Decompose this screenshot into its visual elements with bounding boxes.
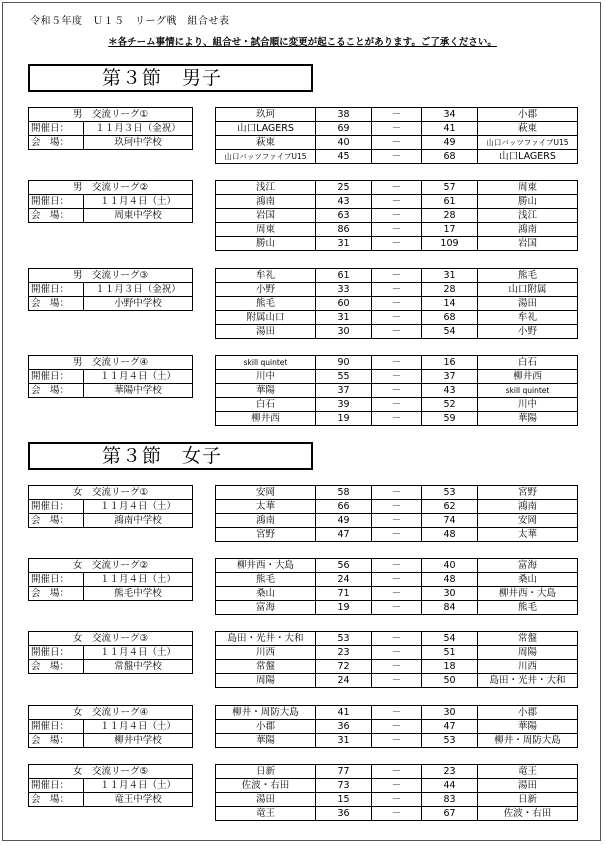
- away-team: 周陽: [478, 646, 578, 660]
- home-team: 宮野: [216, 528, 316, 542]
- away-score: 53: [422, 486, 478, 500]
- match-row: [216, 793, 578, 807]
- away-team: 岩国: [478, 237, 578, 251]
- away-score: 52: [422, 398, 478, 412]
- match-row: [216, 779, 578, 793]
- home-score: 61: [316, 269, 372, 283]
- match-table: [215, 485, 578, 542]
- league-venue: 竜王中学校: [84, 793, 193, 807]
- home-team: 華陽: [216, 734, 316, 748]
- score-separator: －: [372, 734, 422, 748]
- match-row: [216, 528, 578, 542]
- away-team: 湯田: [478, 779, 578, 793]
- match-row: [216, 370, 578, 384]
- home-team: 周東: [216, 223, 316, 237]
- home-score: 31: [316, 311, 372, 325]
- away-team: 小郡: [478, 108, 578, 122]
- away-score: 41: [422, 122, 478, 136]
- score-separator: －: [372, 269, 422, 283]
- away-team: 島田・光井・大和: [478, 674, 578, 688]
- league-venue: 鴻南中学校: [84, 514, 193, 528]
- home-team: 柳井・周防大島: [216, 706, 316, 720]
- score-separator: －: [372, 398, 422, 412]
- match-row: [216, 297, 578, 311]
- section-title: 第３節 女子: [28, 442, 313, 470]
- league-info-table: [28, 705, 193, 748]
- league-caption: 男 交流リーグ①: [29, 108, 193, 122]
- away-score: 49: [422, 136, 478, 150]
- home-score: 45: [316, 150, 372, 164]
- score-separator: －: [372, 237, 422, 251]
- home-score: 56: [316, 559, 372, 573]
- league-venue: 常盤中学校: [84, 660, 193, 674]
- score-separator: －: [372, 601, 422, 615]
- away-score: 48: [422, 528, 478, 542]
- league-venue: 華陽中学校: [84, 384, 193, 398]
- match-row: [216, 283, 578, 297]
- home-score: 66: [316, 500, 372, 514]
- away-team: 小野: [478, 325, 578, 339]
- away-team: 柳井西・大島: [478, 587, 578, 601]
- away-score: 47: [422, 720, 478, 734]
- match-row: [216, 384, 578, 398]
- away-team: 熊毛: [478, 269, 578, 283]
- league-caption: 男 交流リーグ②: [29, 181, 193, 195]
- match-table: [215, 558, 578, 615]
- match-row: [216, 412, 578, 426]
- away-team: 竜王: [478, 765, 578, 779]
- home-team: 川中: [216, 370, 316, 384]
- league-caption: 男 交流リーグ③: [29, 269, 193, 283]
- away-score: 68: [422, 311, 478, 325]
- match-row: [216, 108, 578, 122]
- home-score: 36: [316, 720, 372, 734]
- league-date: １１月４日（土）: [84, 720, 193, 734]
- home-team: 牟礼: [216, 269, 316, 283]
- match-row: [216, 311, 578, 325]
- league-info-table: [28, 764, 193, 807]
- match-row: [216, 325, 578, 339]
- home-score: 38: [316, 108, 372, 122]
- score-separator: －: [372, 283, 422, 297]
- home-team: 熊毛: [216, 573, 316, 587]
- match-row: [216, 500, 578, 514]
- league-venue: 玖珂中学校: [84, 136, 193, 150]
- date-label: 開催日：: [29, 573, 84, 587]
- league-venue: 周東中学校: [84, 209, 193, 223]
- home-team: 山口バッツファイブU15: [216, 150, 316, 164]
- home-score: 36: [316, 807, 372, 821]
- match-row: [216, 807, 578, 821]
- away-team: 川西: [478, 660, 578, 674]
- match-table: [215, 268, 578, 339]
- away-team: 萩東: [478, 122, 578, 136]
- away-team: 山口LAGERS: [478, 150, 578, 164]
- away-score: 54: [422, 632, 478, 646]
- home-score: 41: [316, 706, 372, 720]
- home-team: 附属山口: [216, 311, 316, 325]
- date-label: 開催日：: [29, 500, 84, 514]
- away-score: 57: [422, 181, 478, 195]
- home-score: 60: [316, 297, 372, 311]
- score-separator: －: [372, 500, 422, 514]
- away-score: 30: [422, 706, 478, 720]
- league-info-table: [28, 107, 193, 150]
- score-separator: －: [372, 706, 422, 720]
- away-score: 34: [422, 108, 478, 122]
- score-separator: －: [372, 181, 422, 195]
- match-row: [216, 660, 578, 674]
- home-team: 安岡: [216, 486, 316, 500]
- date-label: 開催日：: [29, 283, 84, 297]
- match-row: [216, 223, 578, 237]
- away-score: 23: [422, 765, 478, 779]
- match-row: [216, 674, 578, 688]
- home-score: 33: [316, 283, 372, 297]
- score-separator: －: [372, 528, 422, 542]
- away-team: 桑山: [478, 573, 578, 587]
- score-separator: －: [372, 209, 422, 223]
- home-team: 湯田: [216, 793, 316, 807]
- home-score: 31: [316, 734, 372, 748]
- venue-label: 会 場：: [29, 660, 84, 674]
- score-separator: －: [372, 297, 422, 311]
- score-separator: －: [372, 720, 422, 734]
- away-team: 勝山: [478, 195, 578, 209]
- home-team: 鴻南: [216, 195, 316, 209]
- away-team: 柳井・周防大島: [478, 734, 578, 748]
- away-score: 53: [422, 734, 478, 748]
- away-team: 山口バッツファイブU15: [478, 136, 578, 150]
- league-venue: 柳井中学校: [84, 734, 193, 748]
- home-score: 15: [316, 793, 372, 807]
- score-separator: －: [372, 587, 422, 601]
- match-row: [216, 150, 578, 164]
- league-venue: 小野中学校: [84, 297, 193, 311]
- home-score: 24: [316, 674, 372, 688]
- away-team: 小郡: [478, 706, 578, 720]
- home-team: 湯田: [216, 325, 316, 339]
- league-caption: 男 交流リーグ④: [29, 356, 193, 370]
- match-row: [216, 573, 578, 587]
- score-separator: －: [372, 223, 422, 237]
- section-title: 第３節 男子: [28, 64, 313, 92]
- match-row: [216, 356, 578, 370]
- home-team: 佐波・右田: [216, 779, 316, 793]
- score-separator: －: [372, 646, 422, 660]
- venue-label: 会 場：: [29, 209, 84, 223]
- home-team: 山口LAGERS: [216, 122, 316, 136]
- home-score: 40: [316, 136, 372, 150]
- home-score: 37: [316, 384, 372, 398]
- match-row: [216, 398, 578, 412]
- home-score: 24: [316, 573, 372, 587]
- score-separator: －: [372, 514, 422, 528]
- match-row: [216, 587, 578, 601]
- away-score: 17: [422, 223, 478, 237]
- away-team: 牟礼: [478, 311, 578, 325]
- score-separator: －: [372, 384, 422, 398]
- home-score: 23: [316, 646, 372, 660]
- home-score: 86: [316, 223, 372, 237]
- score-separator: －: [372, 632, 422, 646]
- away-team: 柳井西: [478, 370, 578, 384]
- away-score: 16: [422, 356, 478, 370]
- away-team: 宮野: [478, 486, 578, 500]
- match-row: [216, 765, 578, 779]
- score-separator: －: [372, 122, 422, 136]
- away-score: 74: [422, 514, 478, 528]
- away-score: 84: [422, 601, 478, 615]
- home-team: 岩国: [216, 209, 316, 223]
- match-row: [216, 237, 578, 251]
- match-row: [216, 734, 578, 748]
- score-separator: －: [372, 150, 422, 164]
- home-score: 69: [316, 122, 372, 136]
- home-team: 白石: [216, 398, 316, 412]
- match-table: [215, 705, 578, 748]
- score-separator: －: [372, 765, 422, 779]
- score-separator: －: [372, 793, 422, 807]
- home-score: 77: [316, 765, 372, 779]
- league-caption: 女 交流リーグ③: [29, 632, 193, 646]
- home-team: 玖珂: [216, 108, 316, 122]
- venue-label: 会 場：: [29, 793, 84, 807]
- home-score: 39: [316, 398, 372, 412]
- away-score: 83: [422, 793, 478, 807]
- league-date: １１月３日（金祝）: [84, 122, 193, 136]
- league-info-table: [28, 558, 193, 601]
- home-team: 熊毛: [216, 297, 316, 311]
- home-team: 日新: [216, 765, 316, 779]
- match-row: [216, 122, 578, 136]
- away-score: 40: [422, 559, 478, 573]
- home-score: 30: [316, 325, 372, 339]
- league-date: １１月４日（土）: [84, 195, 193, 209]
- away-score: 50: [422, 674, 478, 688]
- league-date: １１月４日（土）: [84, 573, 193, 587]
- away-team: 周東: [478, 181, 578, 195]
- league-caption: 女 交流リーグ②: [29, 559, 193, 573]
- away-score: 109: [422, 237, 478, 251]
- score-separator: －: [372, 195, 422, 209]
- league-date: １１月４日（土）: [84, 779, 193, 793]
- away-team: 熊毛: [478, 601, 578, 615]
- away-team: 華陽: [478, 412, 578, 426]
- home-team: 竜王: [216, 807, 316, 821]
- match-row: [216, 486, 578, 500]
- home-score: 90: [316, 356, 372, 370]
- away-score: 62: [422, 500, 478, 514]
- score-separator: －: [372, 674, 422, 688]
- league-caption: 女 交流リーグ①: [29, 486, 193, 500]
- home-team: 勝山: [216, 237, 316, 251]
- league-info-table: [28, 355, 193, 398]
- away-team: 常盤: [478, 632, 578, 646]
- date-label: 開催日：: [29, 779, 84, 793]
- away-team: 太華: [478, 528, 578, 542]
- away-team: 安岡: [478, 514, 578, 528]
- match-row: [216, 706, 578, 720]
- league-info-table: [28, 631, 193, 674]
- match-row: [216, 195, 578, 209]
- league-caption: 女 交流リーグ⑤: [29, 765, 193, 779]
- away-score: 28: [422, 209, 478, 223]
- away-score: 44: [422, 779, 478, 793]
- match-table: [215, 764, 578, 821]
- score-separator: －: [372, 311, 422, 325]
- match-row: [216, 514, 578, 528]
- away-team: 浅江: [478, 209, 578, 223]
- away-score: 43: [422, 384, 478, 398]
- home-team: 小野: [216, 283, 316, 297]
- away-score: 61: [422, 195, 478, 209]
- away-score: 18: [422, 660, 478, 674]
- match-row: [216, 720, 578, 734]
- away-team: 湯田: [478, 297, 578, 311]
- away-score: 59: [422, 412, 478, 426]
- date-label: 開催日：: [29, 122, 84, 136]
- away-team: 川中: [478, 398, 578, 412]
- date-label: 開催日：: [29, 195, 84, 209]
- home-score: 49: [316, 514, 372, 528]
- notice-text: ＊各チーム事情により、組合せ・試合順に変更が起こることがあります。ご了承ください。: [108, 37, 497, 48]
- home-team: 柳井西: [216, 412, 316, 426]
- away-score: 28: [422, 283, 478, 297]
- away-score: 37: [422, 370, 478, 384]
- venue-label: 会 場：: [29, 384, 84, 398]
- home-team: 桑山: [216, 587, 316, 601]
- home-team: 小郡: [216, 720, 316, 734]
- away-score: 51: [422, 646, 478, 660]
- home-score: 47: [316, 528, 372, 542]
- away-score: 68: [422, 150, 478, 164]
- league-date: １１月３日（金祝）: [84, 283, 193, 297]
- match-row: [216, 269, 578, 283]
- date-label: 開催日：: [29, 370, 84, 384]
- home-team: 柳井西・大島: [216, 559, 316, 573]
- score-separator: －: [372, 356, 422, 370]
- match-row: [216, 181, 578, 195]
- home-team: 周陽: [216, 674, 316, 688]
- home-score: 72: [316, 660, 372, 674]
- venue-label: 会 場：: [29, 297, 84, 311]
- home-score: 73: [316, 779, 372, 793]
- home-score: 31: [316, 237, 372, 251]
- away-score: 54: [422, 325, 478, 339]
- score-separator: －: [372, 559, 422, 573]
- home-team: 華陽: [216, 384, 316, 398]
- home-team: 島田・光井・大和: [216, 632, 316, 646]
- match-table: [215, 631, 578, 688]
- date-label: 開催日：: [29, 720, 84, 734]
- away-team: 佐波・右田: [478, 807, 578, 821]
- score-separator: －: [372, 108, 422, 122]
- away-team: 富海: [478, 559, 578, 573]
- home-team: 太華: [216, 500, 316, 514]
- match-table: [215, 180, 578, 251]
- home-score: 63: [316, 209, 372, 223]
- away-team: 白石: [478, 356, 578, 370]
- away-team: 鴻南: [478, 223, 578, 237]
- away-team: skill quintet: [478, 384, 578, 398]
- home-team: 富海: [216, 601, 316, 615]
- home-score: 58: [316, 486, 372, 500]
- league-info-table: [28, 485, 193, 528]
- date-label: 開催日：: [29, 646, 84, 660]
- score-separator: －: [372, 412, 422, 426]
- match-row: [216, 209, 578, 223]
- score-separator: －: [372, 136, 422, 150]
- league-date: １１月４日（土）: [84, 646, 193, 660]
- away-score: 48: [422, 573, 478, 587]
- score-separator: －: [372, 370, 422, 384]
- league-info-table: [28, 268, 193, 311]
- venue-label: 会 場：: [29, 514, 84, 528]
- league-date: １１月４日（土）: [84, 500, 193, 514]
- venue-label: 会 場：: [29, 587, 84, 601]
- league-info-table: [28, 180, 193, 223]
- match-row: [216, 136, 578, 150]
- away-score: 31: [422, 269, 478, 283]
- score-separator: －: [372, 486, 422, 500]
- home-team: 萩東: [216, 136, 316, 150]
- home-score: 25: [316, 181, 372, 195]
- home-score: 55: [316, 370, 372, 384]
- match-table: [215, 107, 578, 164]
- league-venue: 熊毛中学校: [84, 587, 193, 601]
- home-team: 鴻南: [216, 514, 316, 528]
- home-team: 浅江: [216, 181, 316, 195]
- notice: [0, 34, 605, 48]
- league-date: １１月４日（土）: [84, 370, 193, 384]
- match-table: [215, 355, 578, 426]
- match-row: [216, 559, 578, 573]
- home-team: 常盤: [216, 660, 316, 674]
- match-row: [216, 601, 578, 615]
- away-team: 日新: [478, 793, 578, 807]
- venue-label: 会 場：: [29, 734, 84, 748]
- away-team: 山口附属: [478, 283, 578, 297]
- away-team: 鴻南: [478, 500, 578, 514]
- score-separator: －: [372, 807, 422, 821]
- document-title: 令和５年度 Ｕ１５ リーグ戦 組合せ表: [30, 16, 230, 27]
- score-separator: －: [372, 660, 422, 674]
- home-team: 川西: [216, 646, 316, 660]
- away-team: 華陽: [478, 720, 578, 734]
- match-row: [216, 632, 578, 646]
- away-score: 67: [422, 807, 478, 821]
- venue-label: 会 場：: [29, 136, 84, 150]
- league-caption: 女 交流リーグ④: [29, 706, 193, 720]
- home-team: skill quintet: [216, 356, 316, 370]
- home-score: 43: [316, 195, 372, 209]
- score-separator: －: [372, 573, 422, 587]
- away-score: 30: [422, 587, 478, 601]
- score-separator: －: [372, 779, 422, 793]
- home-score: 53: [316, 632, 372, 646]
- home-score: 71: [316, 587, 372, 601]
- home-score: 19: [316, 601, 372, 615]
- home-score: 19: [316, 412, 372, 426]
- match-row: [216, 646, 578, 660]
- score-separator: －: [372, 325, 422, 339]
- away-score: 14: [422, 297, 478, 311]
